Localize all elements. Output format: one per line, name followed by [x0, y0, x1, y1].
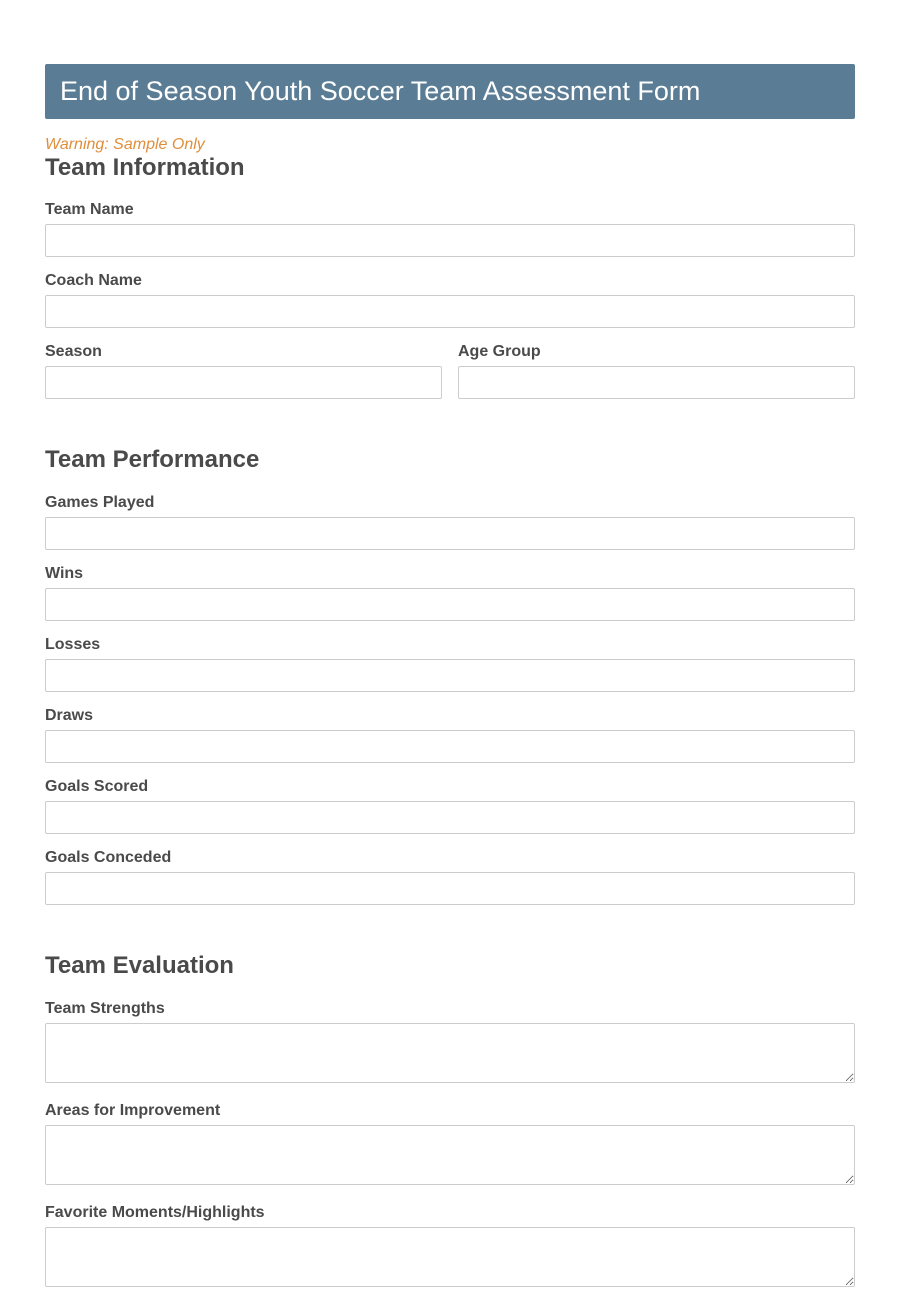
team-name-input[interactable] [45, 224, 855, 257]
draws-label: Draws [45, 707, 94, 724]
coach-name-label: Coach Name [45, 272, 142, 289]
areas-for-improvement-label: Areas for Improvement [45, 1102, 221, 1119]
team-name-label: Team Name [45, 201, 134, 218]
losses-label: Losses [45, 636, 101, 653]
goals-conceded-input[interactable] [45, 872, 855, 905]
form-title: End of Season Youth Soccer Team Assessment Form [60, 76, 701, 106]
section-title-team-performance: Team Performance [45, 446, 260, 473]
season-label: Season [45, 343, 102, 360]
form-header-banner [45, 64, 855, 119]
team-strengths-textarea[interactable] [45, 1023, 855, 1083]
areas-for-improvement-textarea[interactable] [45, 1125, 855, 1185]
draws-input[interactable] [45, 730, 855, 763]
section-title-team-information: Team Information [45, 154, 245, 181]
goals-scored-label: Goals Scored [45, 778, 149, 795]
age-group-input[interactable] [458, 366, 855, 399]
wins-label: Wins [45, 565, 84, 582]
age-group-label: Age Group [458, 343, 541, 360]
favorite-moments-textarea[interactable] [45, 1227, 855, 1287]
goals-conceded-label: Goals Conceded [45, 849, 172, 866]
losses-input[interactable] [45, 659, 855, 692]
games-played-input[interactable] [45, 517, 855, 550]
section-title-team-evaluation: Team Evaluation [45, 952, 234, 979]
coach-name-input[interactable] [45, 295, 855, 328]
games-played-label: Games Played [45, 494, 155, 511]
season-input[interactable] [45, 366, 442, 399]
goals-scored-input[interactable] [45, 801, 855, 834]
sample-warning: Warning: Sample Only [45, 136, 205, 153]
wins-input[interactable] [45, 588, 855, 621]
team-strengths-label: Team Strengths [45, 1000, 165, 1017]
favorite-moments-label: Favorite Moments/Highlights [45, 1204, 265, 1221]
